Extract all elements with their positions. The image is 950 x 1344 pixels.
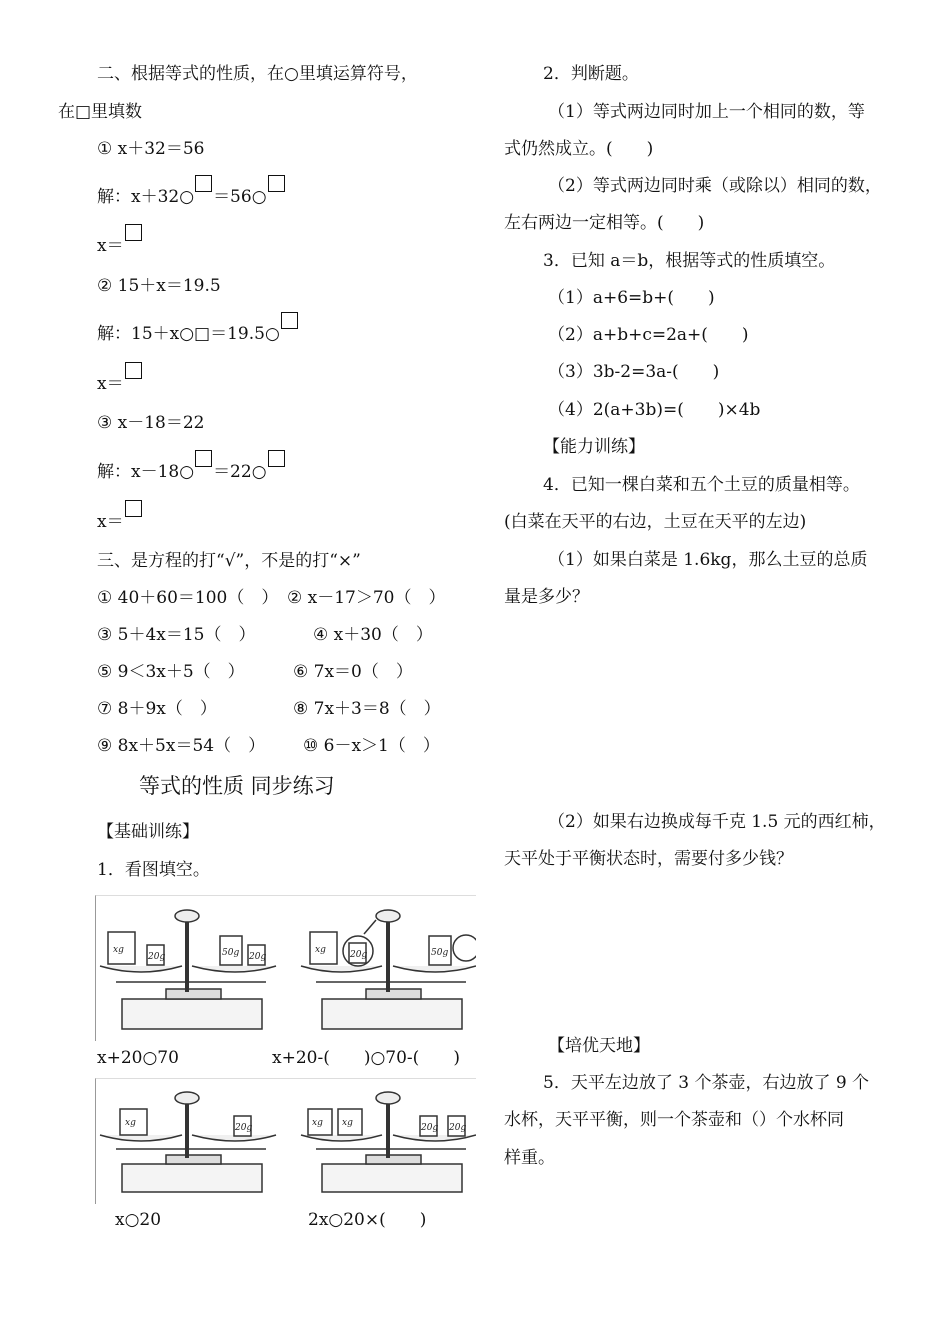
problem2-equation: ② 15＋x＝19.5: [97, 276, 221, 296]
basic-training-title: 【基础训练】: [97, 822, 199, 842]
weight-label: xg: [342, 1118, 353, 1128]
question4-2-line1: （2）如果右边换成每千克 1.5 元的西红柿，: [548, 812, 886, 832]
answer-box[interactable]: [268, 175, 285, 192]
ability-training-title: 【能力训练】: [543, 437, 645, 457]
list-item: ⑦ 8＋9x（ ）: [97, 699, 217, 719]
problem1-x-line: x＝: [97, 234, 143, 255]
page-heading: 等式的性质 同步练习: [139, 774, 335, 798]
question3-4: （4）2(a+3b)=( )×4b: [548, 400, 761, 420]
question2-2-line2: 左右两边一定相等。( ): [504, 213, 705, 233]
figure-caption-2: x+20-( )○70-( ): [272, 1048, 460, 1068]
question4-line2: (白菜在天平的右边，土豆在天平的左边): [504, 512, 807, 532]
question4-2-line2: 天平处于平衡状态时，需要付多少钱？: [504, 849, 793, 869]
question2-1-line2: 式仍然成立。( ): [504, 139, 654, 159]
question5-line3: 样重。: [504, 1148, 555, 1168]
question2-1-line1: （1）等式两边同时加上一个相同的数，等: [548, 102, 865, 122]
question4-1-line1: （1）如果白菜是 1.6kg，那么土豆的总质: [548, 550, 868, 570]
weight-label: xg: [113, 945, 124, 955]
answer-box[interactable]: [125, 224, 142, 241]
question3-1: （1）a+6=b+( ): [548, 288, 715, 308]
balance-scale-image: [96, 896, 476, 1041]
weight-label: xg: [315, 945, 326, 955]
question3-2: （2）a+b+c=2a+( ): [548, 325, 749, 345]
list-item: ⑧ 7x＋3＝8（ ）: [293, 699, 441, 719]
weight-label: 50g: [222, 948, 240, 958]
advanced-title: 【培优天地】: [548, 1036, 650, 1056]
list-item: ⑩ 6－x＞1（ ）: [303, 736, 440, 756]
question1: 1．看图填空。: [97, 860, 210, 880]
list-item: ① 40＋60＝100（ ）: [97, 588, 279, 608]
list-item: ④ x＋30（ ）: [313, 625, 433, 645]
list-item: ⑥ 7x＝0（ ）: [293, 662, 413, 682]
weight-label: 50g: [431, 948, 449, 958]
problem1-equation: ① x＋32＝56: [97, 139, 205, 159]
answer-box[interactable]: [195, 450, 212, 467]
list-item: ③ 5＋4x＝15（ ）: [97, 625, 256, 645]
question2-2-line1: （2）等式两边同时乘（或除以）相同的数，: [548, 176, 882, 196]
question4-1-line2: 量是多少？: [504, 587, 589, 607]
question4-line1: 4．已知一棵白菜和五个土豆的质量相等。: [543, 475, 860, 495]
problem1-solution: 解：x＋32○ ＝56○: [97, 185, 286, 206]
section2-title-line1: 二、根据等式的性质，在○里填运算符号，: [97, 64, 418, 84]
weight-label: 20g: [421, 1123, 439, 1133]
figure-caption-4: 2x○20×( ): [308, 1210, 427, 1230]
scale-figure-row1: [95, 895, 476, 1041]
question3: 3．已知 a＝b，根据等式的性质填空。: [543, 251, 836, 271]
question3-3: （3）3b-2=3a-( ): [548, 362, 720, 382]
question5-line1: 5．天平左边放了 3 个茶壶，右边放了 9 个: [543, 1073, 870, 1093]
answer-box[interactable]: [268, 450, 285, 467]
figure-caption-3: x○20: [115, 1210, 162, 1230]
question2: 2．判断题。: [543, 64, 639, 84]
weight-label: 20g: [148, 952, 166, 962]
problem3-solution: 解：x－18○ ＝22○: [97, 460, 286, 481]
answer-box[interactable]: [125, 362, 142, 379]
answer-box[interactable]: [281, 312, 298, 329]
list-item: ⑤ 9＜3x＋5（ ）: [97, 662, 245, 682]
list-item: ⑨ 8x＋5x＝54（ ）: [97, 736, 266, 756]
question5-line2: 水杯，天平平衡，则一个茶壶和（）个水杯同: [504, 1110, 844, 1130]
balance-scale-image: [96, 1079, 476, 1204]
scale-figure-row2: [95, 1078, 476, 1204]
section3-title: 三、是方程的打“√”，不是的打“×”: [97, 551, 361, 571]
problem2-solution: 解：15＋x○□＝19.5○: [97, 322, 299, 343]
weight-label: xg: [312, 1118, 323, 1128]
weight-label: 20g: [249, 952, 267, 962]
weight-label: 20g: [350, 950, 368, 960]
answer-box[interactable]: [195, 175, 212, 192]
answer-box[interactable]: [125, 500, 142, 517]
problem2-x-line: x＝: [97, 372, 143, 393]
problem3-x-line: x＝: [97, 510, 143, 531]
weight-label: 20g: [449, 1123, 467, 1133]
problem3-equation: ③ x－18＝22: [97, 413, 205, 433]
weight-label: 20g: [235, 1123, 253, 1133]
section2-title-line2: 在□里填数: [58, 102, 143, 122]
list-item: ② x－17＞70（ ）: [287, 588, 446, 608]
figure-caption-1: x+20○70: [97, 1048, 179, 1068]
weight-label: xg: [125, 1118, 136, 1128]
